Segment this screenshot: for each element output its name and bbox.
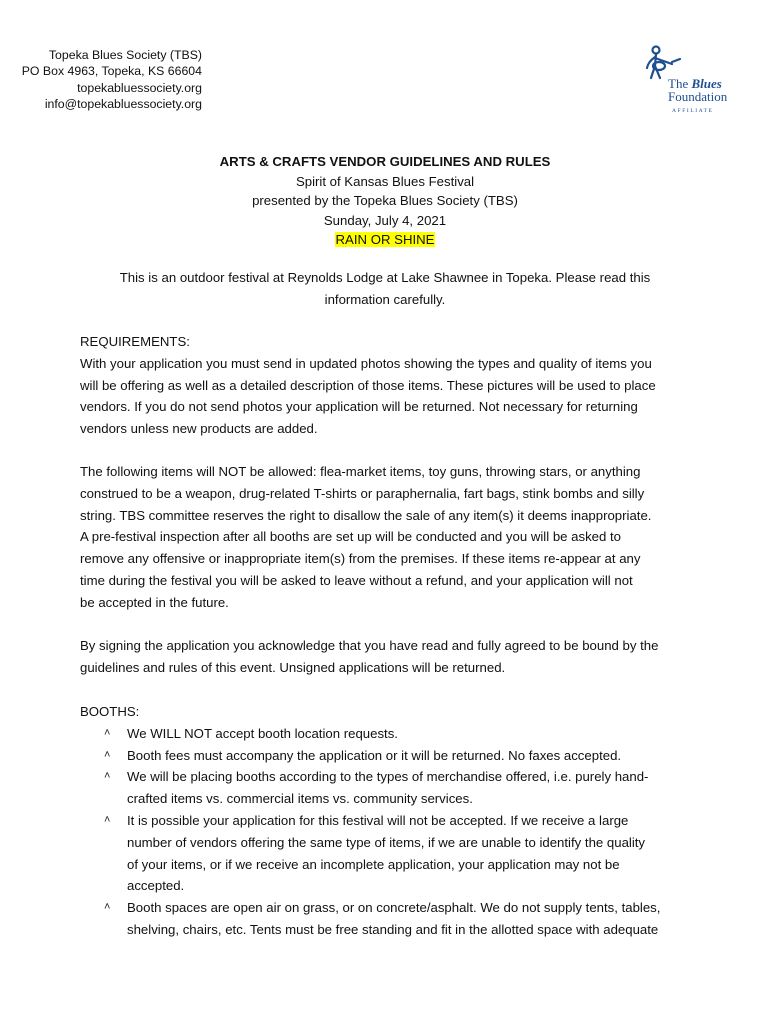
rain-or-shine-highlight: RAIN OR SHINE: [335, 232, 435, 248]
prohibited-items-paragraph: The following items will NOT be allowed: flea-market items, toy guns, throwing stars, or anything construed to be a weapon, drug-related T-shirts or paraphernalia, fart bags, stink bombs and silly string. TBS committee reserves the right to disallow the sale of any item(s) it deems inappropriate. A pre-festival inspection after all booths are set up will be conducted and you will be asked to remove any offensive or inappropriate item(s) from the premises. If these items re-appear at any time during the festival you will be asked to leave without a refund, and your application will not be accepted in the future.: [80, 464, 652, 610]
signing-paragraph: By signing the application you acknowledge that you have read and fully agreed to be bound by the guidelines and rules of this event. Unsigned applications will be returned.: [80, 638, 659, 675]
logo-wordmark: The Blues Foundation: [668, 76, 728, 104]
list-item: ˄ Booth spaces are open air on grass, or on concrete/asphalt. We do not supply tents, tables, shelving, chairs, etc. Tents must be free standing and fit in the allotted space with adequate: [80, 897, 700, 941]
logo-affiliate-label: AFFILIATE: [672, 108, 714, 114]
arrow-bullet-icon: ˄: [104, 770, 111, 783]
org-name: Topeka Blues Society (TBS): [48, 48, 202, 62]
event-name: Spirit of Kansas Blues Festival: [295, 173, 475, 189]
document-title-block: [0, 152, 770, 250]
arrow-bullet-icon: ˄: [104, 901, 111, 914]
document-title: ARTS & CRAFTS VENDOR GUIDELINES AND RULES: [219, 154, 551, 169]
requirements-heading: REQUIREMENTS:: [80, 334, 190, 349]
list-item: ˄ Booth fees must accompany the application or it will be returned. No faxes accepted.: [80, 745, 700, 767]
org-website: topekabluessociety.org: [77, 80, 202, 95]
list-item: ˄ It is possible your application for this festival will not be accepted. If we receive a large number of vendors offering the same type of items, if we are unable to identify the quality of your items, or if we receive an incomplete application, your application may not be accepted.: [80, 810, 700, 897]
list-item: ˄ We WILL NOT accept booth location requests.: [80, 723, 700, 745]
organization-address: [10, 47, 202, 113]
blues-foundation-logo: [638, 44, 730, 120]
arrow-bullet-icon: ˄: [104, 813, 111, 826]
booths-heading: BOOTHS:: [80, 704, 140, 719]
event-presenter: presented by the Topeka Blues Society (TBS): [252, 193, 518, 209]
intro-paragraph: This is an outdoor festival at Reynolds Lodge at Lake Shawnee in Topeka. Please read this information carefully.: [119, 270, 651, 307]
org-po-box: PO Box 4963, Topeka, KS 66604: [21, 64, 202, 79]
event-date: Sunday, July 4, 2021: [323, 212, 447, 228]
requirements-section: REQUIREMENTS: With your application you must send in updated photos showing the types and quality of items you will be offering as well as a detailed description of those items. These pictures will be used to place vendors. If you do not send photos your application will be returned. Not necessary for returning vendors unless new products are added.: [80, 331, 700, 440]
booths-list: [80, 723, 700, 941]
list-item: ˄ We will be placing booths according to the types of merchandise offered, i.e. purely hand- crafted items vs. commercial items vs. community services.: [80, 766, 700, 810]
booths-section: [80, 701, 700, 941]
arrow-bullet-icon: ˄: [104, 726, 111, 739]
arrow-bullet-icon: ˄: [104, 748, 111, 761]
org-email: info@topekabluessociety.org: [44, 97, 202, 112]
